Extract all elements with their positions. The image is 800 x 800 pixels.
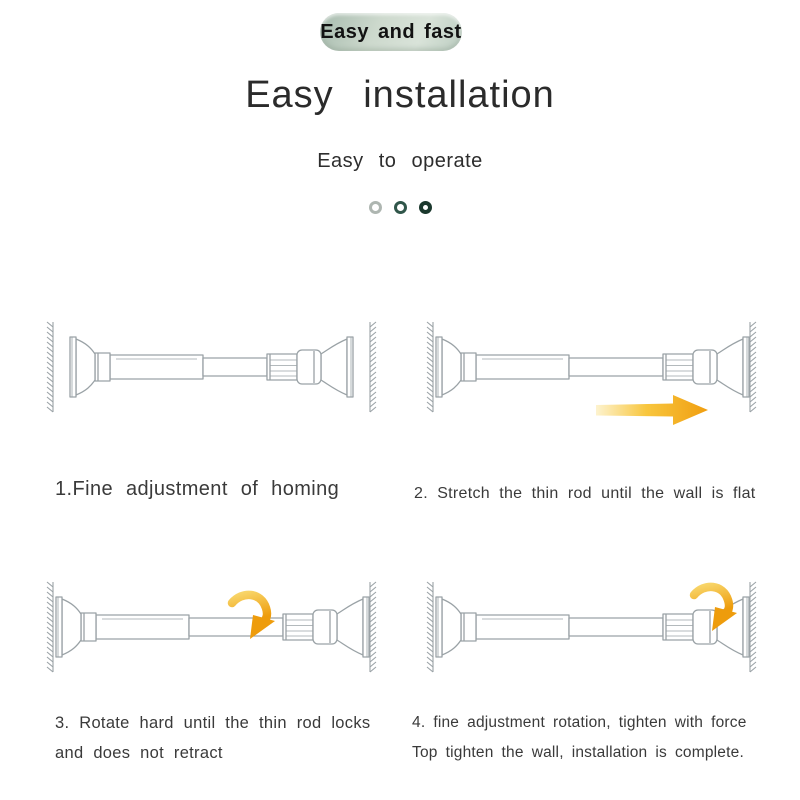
caption-line: 1.Fine adjustment of homing <box>55 478 340 500</box>
step-3-caption <box>55 708 370 768</box>
caption-line: Top tighten the wall, installation is complete. <box>412 744 744 761</box>
illustration-step4-rod-tighten <box>410 570 770 700</box>
page-title: Easy installation <box>245 74 555 116</box>
page-subtitle: Easy to operate <box>317 150 483 172</box>
step-2-caption <box>414 485 756 503</box>
caption-line: 4. fine adjustment rotation, tighten with force <box>412 714 747 731</box>
caption-line: and does not retract <box>55 744 223 762</box>
caption-line: 3. Rotate hard until the thin rod locks <box>55 714 371 732</box>
illustration-step1-rod-retracted <box>30 310 390 440</box>
stretch-right-arrow-icon <box>596 395 708 425</box>
step-1-caption <box>55 478 339 501</box>
dot-indicator-1 <box>369 201 382 214</box>
illustration-step2-rod-stretched <box>410 310 770 440</box>
step-indicator-dots <box>0 201 800 214</box>
dot-indicator-2 <box>394 201 407 214</box>
caption-line: 2. Stretch the thin rod until the wall is flat <box>414 485 756 502</box>
easy-and-fast-badge <box>320 13 462 51</box>
dot-indicator-3 <box>419 201 432 214</box>
badge-label: Easy and fast <box>320 20 462 43</box>
step-4-caption <box>412 708 747 768</box>
illustration-step3-rod-rotate-lock <box>30 570 390 700</box>
